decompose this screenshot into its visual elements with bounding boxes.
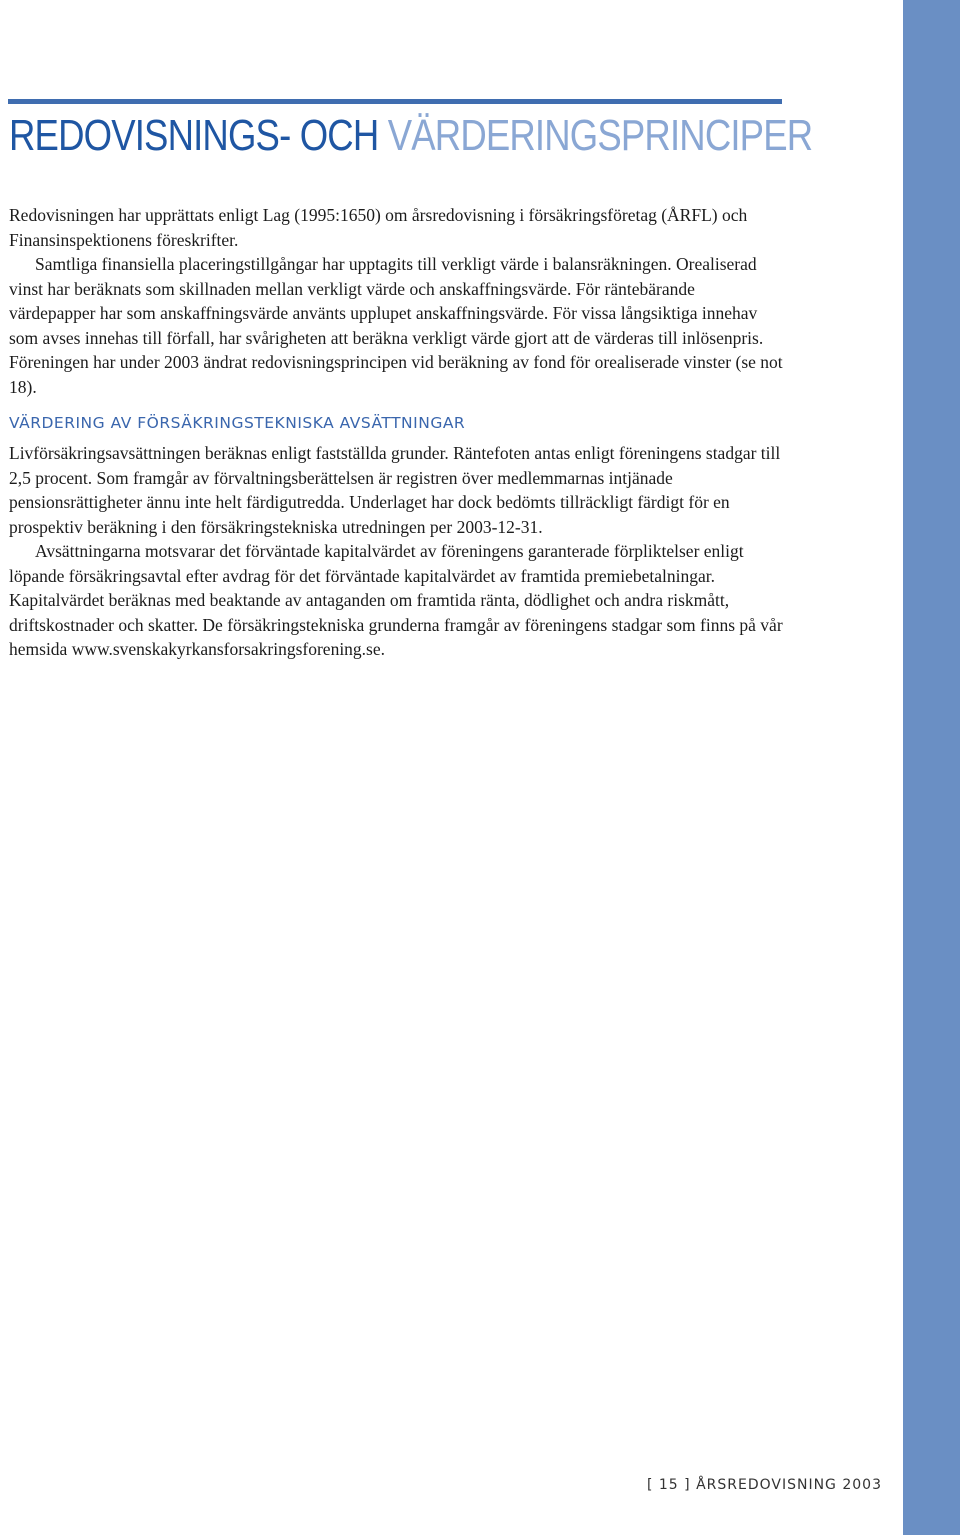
title-rule — [8, 99, 782, 104]
paragraph: Livförsäkringsavsättningen beräknas enligt fastställda grunder. Räntefoten antas enligt föreningens stadgar till 2,5 procent. Som framgår av förvaltningsberättelsen är registren över medlemmarnas intjänade pensionsrättigheter ännu inte helt färdigutredda. Underlaget har dock bedömts tillräckligt färdigt för en prospektiv beräkning i den försäkringstekniska utredningen per 2003-12-31. — [9, 443, 781, 537]
paragraph: Avsättningarna motsvarar det förväntade kapitalvärdet av föreningens garanterade förpliktelser enligt löpande försäkringsavtal efter avdrag för det förväntade kapitalvärdet av framtida premiebetalningar. Kapitalvärdet beräknas med beaktande av antaganden om framtida ränta, dödlighet och andra riskmått, driftskostnader och skatter. De försäkringstekniska grunderna framgår av föreningens stadgar som finns på vår hemsida www.svenskakyrkansforsakringsforening.se. — [9, 541, 783, 659]
side-color-band — [903, 0, 960, 1535]
page-title-part1: REDOVISNINGS- OCH — [9, 111, 388, 160]
section-heading: VÄRDERING AV FÖRSÄKRINGSTEKNISKA AVSÄTTNINGAR — [9, 414, 466, 432]
valuation-section — [9, 441, 783, 662]
intro-section — [9, 203, 783, 399]
paragraph: Samtliga finansiella placeringstillgångar har upptagits till verkligt värde i balansräkningen. Orealiserad vinst har beräknats som skillnaden mellan verkligt värde och anskaffningsvärde. För räntebärande värdepapper har som anskaffningsvärde använts upplupet anskaffningsvärde. För vissa långsiktiga innehav som avses innehas till förfall, har svårigheten att beräkna verkligt värde gjort att de värderas till inlösenpris. Föreningen har under 2003 ändrat redovisningsprincipen vid beräkning av fond för orealiserade vinster (se not 18). — [9, 254, 783, 397]
page-title — [9, 108, 812, 164]
paragraph: Redovisningen har upprättats enligt Lag (1995:1650) om årsredovisning i försäkringsföretag (ÅRFL) och Finansinspektionens föreskrifter. — [9, 205, 748, 250]
page-title-part2: VÄRDERINGSPRINCIPER — [387, 111, 813, 160]
page-footer: [ 15 ] ÅRSREDOVISNING 2003 — [646, 1477, 882, 1493]
